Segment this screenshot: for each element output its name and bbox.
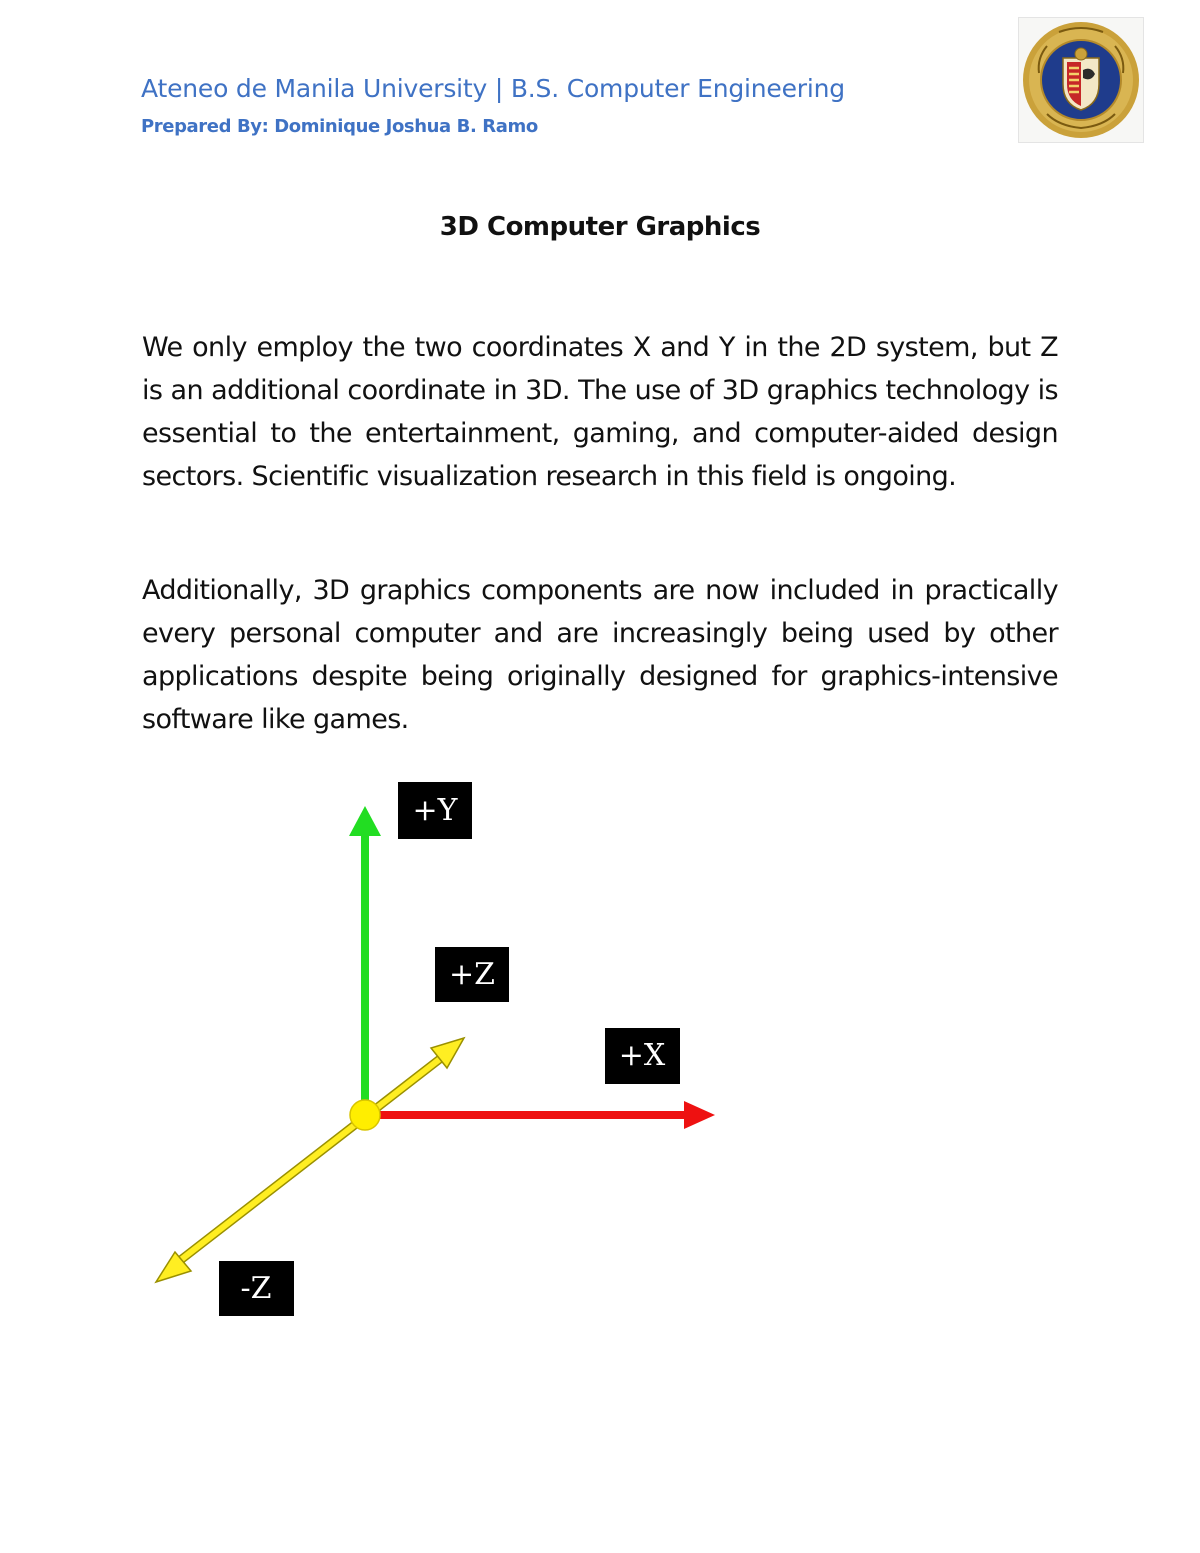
pos-x-label bbox=[605, 1028, 680, 1084]
3d-axes-diagram bbox=[140, 770, 740, 1330]
pos-z-label bbox=[435, 947, 509, 1002]
university-seal-logo bbox=[1018, 17, 1144, 143]
paragraph-2: Additionally, 3D graphics components are now included in practically every personal computer and are increasingly being used by other applications despite being originally designed for graphics-intensive software like games. bbox=[142, 575, 1058, 735]
pos-y-label bbox=[398, 782, 472, 839]
origin-point bbox=[350, 1100, 380, 1130]
prepared-by-line: Prepared By: Dominique Joshua B. Ramo bbox=[141, 116, 538, 137]
svg-text:+Y: +Y bbox=[412, 793, 458, 828]
document-title: 3D Computer Graphics bbox=[439, 212, 761, 242]
y-axis-arrowhead bbox=[349, 806, 381, 836]
svg-text:+X: +X bbox=[618, 1038, 666, 1073]
x-axis-arrowhead bbox=[684, 1101, 715, 1129]
institution-line: Ateneo de Manila University | B.S. Computer Engineering bbox=[141, 74, 845, 103]
svg-text:-Z: -Z bbox=[240, 1271, 272, 1306]
paragraph-1: We only employ the two coordinates X and Y in the 2D system, but Z is an additional coordinate in 3D. The use of 3D graphics technology is essential to the entertainment, gaming, and computer-aided design sectors. Scientific visualization research in this field is ongoing. bbox=[142, 332, 1058, 492]
neg-z-label bbox=[219, 1261, 294, 1316]
z-axis-line bbox=[178, 1055, 445, 1262]
seal-icon bbox=[1019, 18, 1143, 142]
svg-text:+Z: +Z bbox=[449, 957, 495, 992]
